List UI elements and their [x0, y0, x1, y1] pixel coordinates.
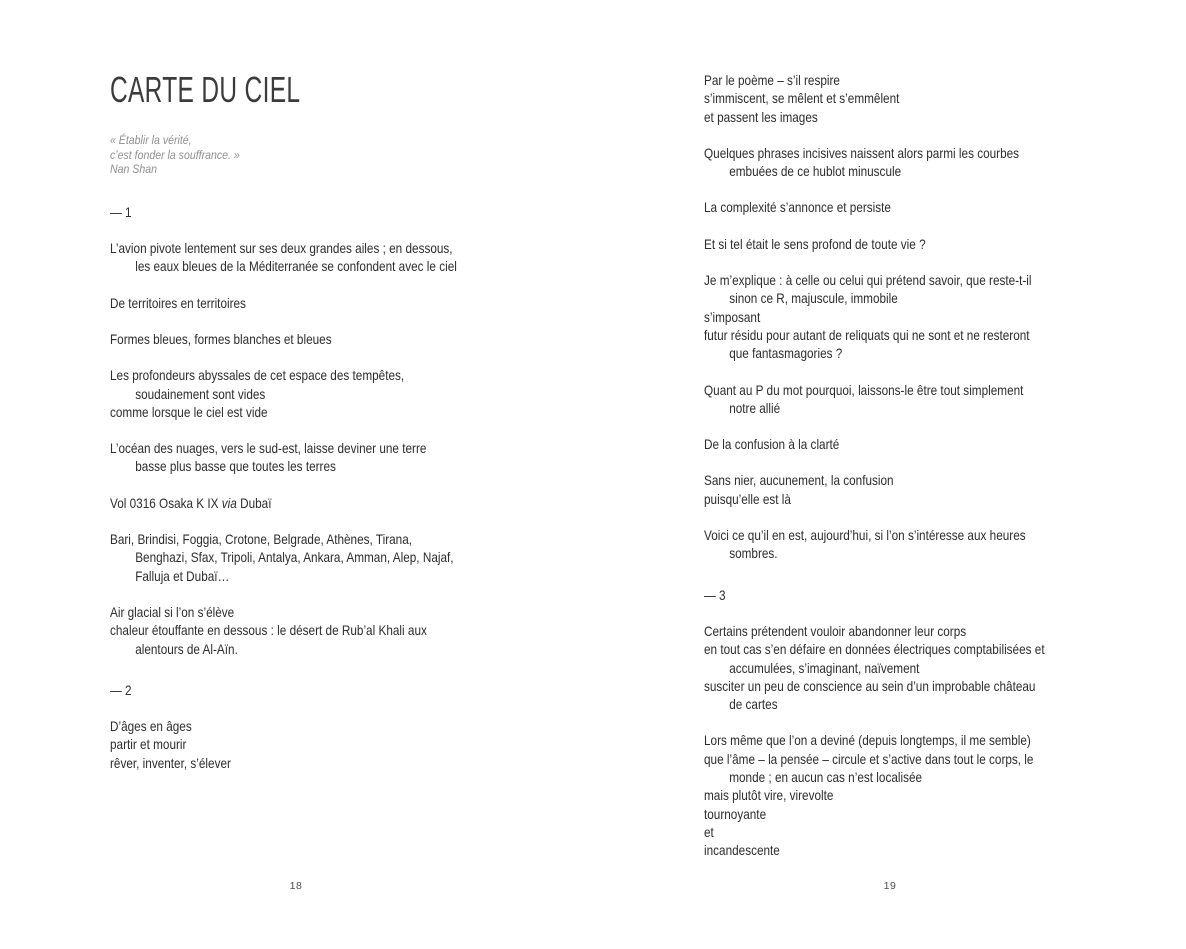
poem-line: tournoyante — [704, 805, 767, 822]
poem-line: De territoires en territoires — [110, 294, 246, 311]
poem-line: Je m’explique : à celle ou celui qui prétend savoir, que reste-t-il — [704, 272, 1032, 289]
poem-line: Benghazi, Sfax, Tripoli, Antalya, Ankara, Amman, Alep, Najaf, — [135, 549, 454, 566]
poem-line: Par le poème – s’il respire — [704, 72, 840, 88]
poem-line: s’immiscent, se mêlent et s’emmêlent — [704, 90, 900, 107]
poem-line: rêver, inventer, s’élever — [110, 754, 231, 771]
poem-line: sombres. — [729, 545, 778, 562]
stanza — [704, 144, 1086, 181]
poem-line: les eaux bleues de la Méditerranée se confondent avec le ciel — [135, 258, 457, 275]
stanza — [110, 494, 492, 512]
stanza — [110, 239, 492, 276]
stanza — [704, 526, 1086, 563]
poem-line: et passent les images — [704, 108, 818, 125]
stanza — [704, 435, 1086, 453]
poem-line: en tout cas s’en défaire en données électriques comptabilisées et — [704, 641, 1045, 658]
poem-line: alentours de Al-Aïn. — [135, 640, 238, 657]
poem-line: La complexité s’annonce et persiste — [704, 199, 891, 216]
section-marker: — 3 — [704, 586, 726, 603]
poem-line: que l’âme – la pensée – circule et s’active dans tout le corps, le — [704, 750, 1034, 767]
poem-line: embuées de ce hublot minuscule — [729, 163, 902, 180]
stanza — [110, 330, 492, 348]
page-left — [110, 69, 492, 912]
poem-line — [110, 494, 431, 512]
stanza — [704, 622, 1086, 713]
poem-line: mais plutôt vire, virevolte — [704, 787, 834, 804]
poem-line: L’océan des nuages, vers le sud-est, laisse deviner une terre — [110, 440, 427, 457]
poem-line: Lors même que l’on a deviné (depuis longtemps, il me semble) — [704, 732, 1031, 749]
poem-title: CARTE DU CIEL — [110, 69, 301, 110]
section-marker: — 2 — [110, 681, 132, 698]
stanza — [704, 71, 1086, 126]
poem-line: comme lorsque le ciel est vide — [110, 403, 268, 420]
poem-line: notre allié — [729, 399, 781, 416]
poem-line: monde ; en aucun cas n’est localisée — [729, 769, 923, 786]
poem-line: Les profondeurs abyssales de cet espace des tempêtes, — [110, 367, 405, 384]
epigraph — [110, 133, 492, 177]
poem-line: susciter un peu de conscience au sein d’un improbable château — [704, 677, 1036, 694]
stanza — [704, 381, 1086, 418]
epigraph-line: « Établir la vérité, — [110, 133, 192, 147]
stanza — [110, 366, 492, 421]
poem-line: chaleur étouffante en dessous : le désert de Rub’al Khali aux — [110, 622, 427, 639]
poem-line: De la confusion à la clarté — [704, 436, 840, 453]
page-number-left: 18 — [289, 880, 303, 892]
epigraph-line: c’est fonder la souffrance. » — [110, 147, 240, 162]
poem-line: incandescente — [704, 842, 780, 859]
poem-line: s’imposant — [704, 308, 761, 325]
stanza — [704, 731, 1086, 859]
stanza — [110, 294, 492, 312]
stanza — [704, 271, 1086, 362]
epigraph-attribution: Nan Shan — [110, 162, 157, 177]
poem-line: Certains prétendent vouloir abandonner leur corps — [704, 622, 967, 639]
poem-line: de cartes — [729, 696, 778, 713]
poem-line: L’avion pivote lentement sur ses deux grandes ailes ; en dessous, — [110, 240, 453, 257]
stanza — [704, 471, 1086, 508]
section-marker: — 1 — [110, 203, 132, 220]
stanza — [704, 198, 1086, 216]
poem-line: Falluja et Dubaï… — [135, 567, 230, 584]
poem-line: soudainement sont vides — [135, 385, 266, 402]
poem-line: que fantasmagories ? — [729, 345, 843, 362]
poem-line: futur résidu pour autant de reliquats qui ne sont et ne resteront — [704, 326, 1030, 343]
poem-line: Formes bleues, formes blanches et bleues — [110, 330, 332, 347]
poem-line: Sans nier, aucunement, la confusion — [704, 472, 894, 489]
poem-line: accumulées, s’imaginant, naïvement — [729, 659, 920, 676]
poem-line: Et si tel était le sens profond de toute vie ? — [704, 235, 926, 252]
poem-line: sinon ce R, majuscule, immobile — [729, 290, 898, 307]
poem-line: partir et mourir — [110, 736, 187, 753]
text-segment: Vol 0316 Osaka K IX — [110, 494, 222, 511]
italic-text: via — [221, 494, 237, 511]
poem-left-column — [110, 198, 492, 772]
stanza — [110, 530, 492, 585]
poem-line: Quant au P du mot pourquoi, laissons-le être tout simplement — [704, 381, 1024, 398]
poem-line: et — [704, 823, 714, 840]
poem-line: Air glacial si l’on s’élève — [110, 603, 235, 620]
stanza — [110, 717, 492, 772]
poem-line: basse plus basse que toutes les terres — [135, 458, 336, 475]
poem-line: puisqu’elle est là — [704, 490, 791, 507]
poem-line: D’âges en âges — [110, 718, 192, 735]
page-right — [704, 71, 1086, 912]
poem-line: Quelques phrases incisives naissent alors parmi les courbes — [704, 144, 1020, 161]
poem-line: Bari, Brindisi, Foggia, Crotone, Belgrade, Athènes, Tirana, — [110, 531, 413, 548]
poem-line: Voici ce qu’il en est, aujourd’hui, si l’on s’intéresse aux heures — [704, 527, 1026, 544]
page-number-right: 19 — [883, 880, 897, 892]
stanza — [704, 235, 1086, 253]
poem-right-column — [704, 71, 1086, 860]
stanza — [110, 439, 492, 476]
stanza — [110, 603, 492, 658]
text-segment: Dubaï — [236, 494, 272, 511]
